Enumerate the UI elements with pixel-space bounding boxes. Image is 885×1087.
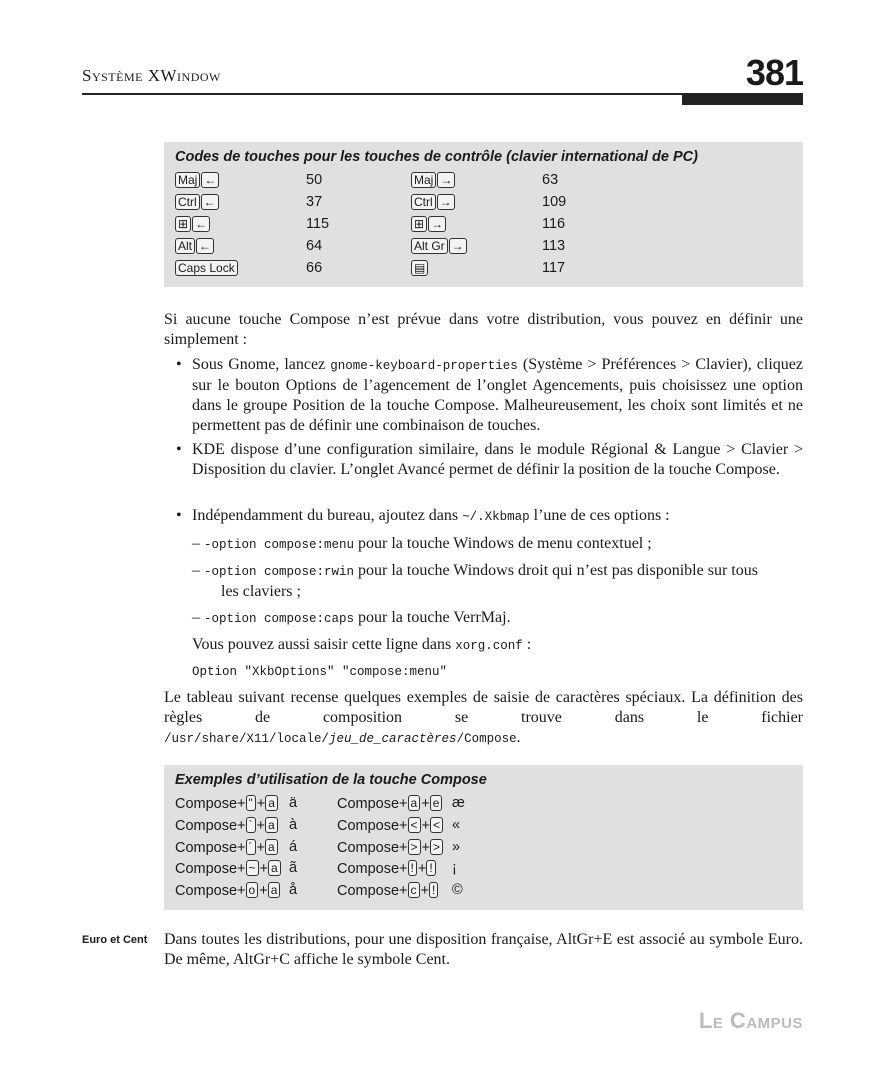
compose-prefix: Compose+ (175, 839, 246, 856)
key-cap: a (265, 817, 278, 833)
header-bar (682, 95, 803, 105)
bullet-dot: • (176, 356, 182, 373)
compose-row (175, 795, 795, 817)
compose-result: « (452, 816, 461, 833)
keycode-value: 116 (542, 216, 566, 232)
plus-sign: + (259, 861, 269, 878)
bullet-dot: • (176, 507, 182, 524)
plus-sign: + (421, 839, 431, 856)
compose-result: ã (289, 860, 298, 877)
key-cap: a (268, 882, 281, 898)
key-cap: ! (429, 882, 438, 898)
intro-paragraph: Si aucune touche Compose n’est prévue dans votre distribution, vous pouvez en définir une simplement : (164, 311, 803, 348)
key-cap: Caps Lock (175, 260, 238, 276)
compose-result: æ (452, 795, 465, 811)
compose-box (164, 765, 803, 910)
keycode-value: 66 (306, 260, 323, 276)
table-intro-paragraph: Le tableau suivant recense quelques exemples de saisie de caractères spéciaux. La définition des règles de composition se trouve dans le fichier /usr/share/X11/locale/jeu_de_caractères/Compose. (164, 689, 803, 746)
compose-row (175, 860, 795, 882)
xorg-code-line: Option "XkbOptions" "compose:menu" (192, 665, 448, 679)
keycode-row (175, 194, 795, 214)
keycodes-box (164, 142, 803, 287)
key-cap: a (265, 795, 278, 811)
plus-sign: + (420, 883, 429, 900)
compose-prefix: Compose+ (337, 817, 408, 834)
compose-result: à (289, 816, 298, 833)
arrow-key-cap: ← (196, 238, 214, 254)
compose-result: á (289, 838, 298, 855)
keycode-value: 117 (542, 260, 566, 276)
compose-result: å (289, 882, 298, 899)
key-cap: ` (246, 817, 256, 833)
plus-sign: + (256, 796, 266, 812)
arrow-key-cap: ← (192, 216, 210, 232)
key-cap: Maj (175, 172, 200, 188)
bullet-kde: • KDE dispose d’une configuration similaire, dans le module Régional & Langue > Clavier > Disposition du clavier. L’onglet Avancé permet de définir la position de la touche Compose. (176, 441, 803, 478)
option-menu: – -option compose:menu pour la touche Windows de menu contextuel ; (192, 535, 652, 552)
key-cap: Alt (175, 238, 195, 254)
key-cap: > (408, 839, 421, 855)
arrow-key-cap: ← (201, 172, 219, 188)
keycode-value: 50 (306, 172, 323, 188)
keycode-value: 63 (542, 172, 559, 188)
keycode-row (175, 260, 795, 280)
key-cap: ⊞ (175, 216, 191, 232)
plus-sign: + (256, 817, 265, 834)
compose-box-title: Exemples d’utilisation de la touche Compose (175, 772, 487, 788)
compose-result: ä (289, 795, 298, 811)
compose-result: © (452, 882, 463, 899)
compose-prefix: Compose+ (175, 817, 246, 834)
compose-prefix: Compose+ (337, 883, 408, 900)
bullet-independent: • Indépendamment du bureau, ajoutez dans ~/.Xkbmap l’une de ces options : (176, 507, 670, 524)
key-cap: Alt Gr (411, 238, 448, 254)
key-cap: a (265, 839, 278, 855)
page-number: 381 (745, 52, 803, 93)
xorg-paragraph: Vous pouvez aussi saisir cette ligne dans xorg.conf : (192, 636, 532, 653)
arrow-key-cap: → (437, 194, 455, 210)
keycodes-box-title: Codes de touches pour les touches de contrôle (clavier international de PC) (175, 149, 698, 165)
key-cap: e (430, 795, 443, 811)
key-cap: ´ (246, 839, 256, 855)
plus-sign: + (421, 796, 430, 812)
key-cap: ~ (246, 860, 259, 876)
keycode-value: 37 (306, 194, 323, 210)
key-cap: a (268, 860, 281, 876)
key-cap: Ctrl (175, 194, 200, 210)
margin-note: Euro et Cent (82, 934, 148, 946)
compose-row (175, 882, 795, 904)
compose-prefix: Compose+ (337, 861, 408, 878)
compose-result: ¡ (452, 860, 457, 877)
arrow-key-cap: → (449, 238, 467, 254)
bullet-gnome: • Sous Gnome, lancez gnome-keyboard-properties (Système > Préférences > Clavier), cliquez sur le bouton Options de l’agencement de l’onglet Agencements, puis choisissez une option dans le groupe Position de la touche Compose. Malheureusement, les choix sont limités et ne permettent pas de définir une combinaison de touches. (176, 356, 803, 434)
compose-row (175, 839, 795, 861)
arrow-key-cap: ← (201, 194, 219, 210)
plus-sign: + (417, 861, 427, 878)
key-cap: Ctrl (411, 194, 436, 210)
key-cap: ▤ (411, 260, 428, 276)
key-cap: Maj (411, 172, 436, 188)
keycode-value: 64 (306, 238, 323, 254)
key-cap: c (408, 882, 420, 898)
running-title: Système XWindow (82, 66, 221, 85)
publisher-logo: Le Campus (698, 1008, 803, 1033)
key-cap: < (430, 817, 443, 833)
key-cap: ⊞ (411, 216, 427, 232)
compose-prefix: Compose+ (175, 796, 246, 812)
compose-prefix: Compose+ (337, 796, 408, 812)
keycode-row (175, 172, 795, 192)
arrow-key-cap: → (437, 172, 455, 188)
keycode-value: 109 (542, 194, 567, 210)
keycode-row (175, 238, 795, 258)
keycode-value: 115 (306, 216, 330, 232)
euro-paragraph: Dans toutes les distributions, pour une disposition française, AltGr+E est associé au symbole Euro. De même, AltGr+C affiche le symbole Cent. (164, 931, 803, 968)
compose-prefix: Compose+ (175, 861, 246, 878)
key-cap: ! (426, 860, 435, 876)
option-caps: – -option compose:caps pour la touche VerrMaj. (192, 609, 511, 626)
option-rwin: – -option compose:rwin pour la touche Windows droit qui n’est pas disponible sur tous les claviers ; (192, 562, 758, 600)
keycode-row (175, 216, 795, 236)
key-cap: ! (408, 860, 417, 876)
plus-sign: + (256, 839, 265, 856)
compose-prefix: Compose+ (175, 883, 246, 900)
key-cap: " (246, 795, 256, 811)
compose-prefix: Compose+ (337, 839, 408, 856)
key-cap: o (246, 882, 259, 898)
compose-result: » (452, 838, 461, 855)
keycode-value: 113 (542, 238, 566, 254)
bullet-dot: • (176, 441, 182, 458)
key-cap: a (408, 795, 421, 811)
key-cap: > (430, 839, 443, 855)
key-cap: < (408, 817, 421, 833)
compose-row (175, 817, 795, 839)
plus-sign: + (421, 817, 431, 834)
plus-sign: + (259, 883, 268, 900)
arrow-key-cap: → (428, 216, 446, 232)
